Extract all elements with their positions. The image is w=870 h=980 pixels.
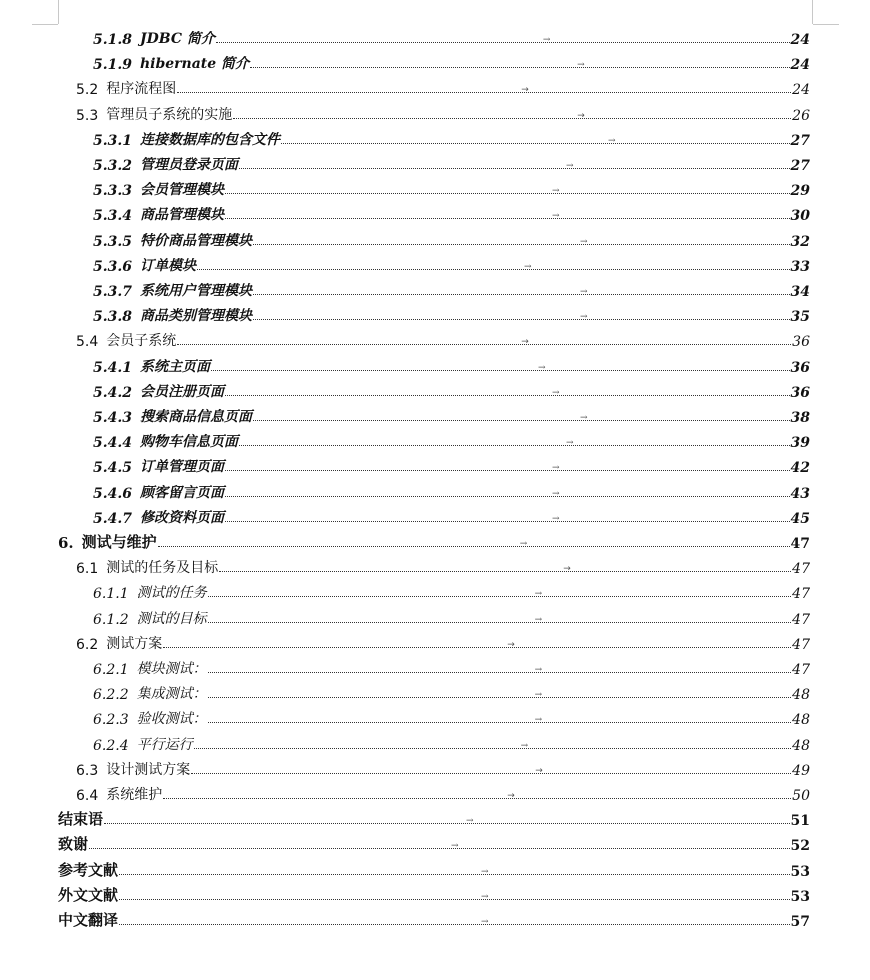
toc-entry-page: 36: [790, 384, 810, 401]
toc-entry-page: 24: [792, 82, 810, 99]
toc-entry-title: 设计测试方案: [106, 761, 191, 778]
toc-entry-title: 测试的目标: [136, 610, 207, 627]
toc-entry[interactable]: [93, 379, 810, 401]
toc-entry[interactable]: [93, 303, 810, 325]
toc-entry[interactable]: [93, 681, 810, 703]
tab-arrow-icon: →: [519, 539, 528, 549]
toc-entry-page: 47: [792, 611, 810, 628]
dot-leader: [239, 438, 790, 449]
toc-entry-number: 6.4: [76, 788, 99, 804]
tab-arrow-icon: →: [520, 740, 529, 751]
toc-entry-page: 52: [790, 838, 810, 855]
toc-entry-page: 48: [792, 687, 810, 704]
toc-entry-number: 5.3: [76, 107, 99, 124]
toc-entry[interactable]: [76, 757, 810, 779]
toc-entry[interactable]: [93, 706, 810, 728]
toc-entry-number: 5.3.5: [93, 233, 132, 250]
toc-entry-number: 6.: [58, 534, 74, 552]
toc-entry-page: 33: [790, 258, 810, 275]
toc-entry-title: 会员子系统: [106, 333, 177, 350]
toc-entry[interactable]: [93, 454, 810, 476]
toc-entry-title: 平行运行: [136, 736, 193, 753]
toc-entry-page: 49: [792, 762, 810, 779]
dot-leader: [250, 60, 789, 71]
toc-entry-title: 测试的任务及目标: [106, 560, 219, 577]
toc-entry-title: 管理员登录页面: [139, 157, 238, 173]
tab-arrow-icon: →: [537, 362, 546, 373]
tab-arrow-icon: →: [551, 513, 560, 524]
dot-leader: [208, 715, 792, 726]
toc-entry-number: 6.2.2: [93, 687, 129, 704]
toc-entry-number: 5.2: [76, 82, 99, 99]
toc-entry-number: 5.4.3: [93, 410, 132, 426]
tab-arrow-icon: →: [579, 413, 588, 423]
toc-entry[interactable]: [58, 807, 810, 829]
tab-arrow-icon: →: [579, 236, 588, 247]
toc-entry[interactable]: [93, 202, 810, 224]
toc-entry[interactable]: [93, 152, 810, 174]
toc-entry-number: 5.3.1: [93, 132, 132, 149]
toc-entry-number: 5.3.8: [93, 309, 132, 326]
toc-entry-title: 特价商品管理模块: [139, 232, 252, 249]
dot-leader: [163, 791, 791, 801]
toc-entry-number: 5.4.2: [93, 384, 132, 401]
toc-entry[interactable]: [76, 782, 810, 804]
toc-entry-number: 6.2.1: [93, 662, 129, 678]
tab-arrow-icon: →: [565, 161, 574, 171]
toc-entry-title: 程序流程图: [106, 81, 177, 98]
toc-entry[interactable]: [93, 177, 810, 199]
toc-entry-title: 顾客留言页面: [139, 484, 224, 501]
toc-entry-title: 外文文献: [58, 885, 119, 904]
toc-entry[interactable]: [93, 228, 810, 250]
toc-entry[interactable]: [93, 656, 810, 678]
dot-leader: [216, 35, 790, 45]
toc-entry-title: 连接数据库的包含文件: [139, 131, 280, 148]
tab-arrow-icon: →: [466, 816, 474, 827]
crop-mark-left-h: [32, 24, 58, 25]
toc-entry-title: 系统用户管理模块: [139, 283, 252, 299]
toc-entry-page: 32: [790, 233, 810, 250]
tab-arrow-icon: →: [481, 917, 489, 927]
dot-leader: [253, 413, 790, 423]
toc-entry-number: 5.3.4: [93, 208, 132, 225]
toc-entry-title: 修改资料页面: [139, 509, 224, 526]
toc-entry-page: 48: [792, 712, 810, 729]
toc-entry-title: 模块测试：: [136, 661, 207, 677]
toc-entry[interactable]: [76, 555, 810, 577]
toc-entry-title: 中文翻译: [58, 911, 119, 929]
tab-arrow-icon: →: [534, 665, 543, 675]
dot-leader: [219, 564, 791, 575]
toc-entry[interactable]: [58, 530, 810, 552]
toc-entry-title: 验收测试：: [136, 711, 207, 728]
tab-arrow-icon: →: [535, 765, 543, 776]
toc-entry[interactable]: [93, 732, 810, 754]
dot-leader: [177, 85, 791, 96]
toc-entry-number: 6.3: [76, 762, 99, 779]
dot-leader: [211, 362, 790, 373]
dot-leader: [281, 135, 790, 146]
toc-entry-title: 商品管理模块: [139, 207, 224, 224]
tab-arrow-icon: →: [451, 841, 459, 852]
tab-arrow-icon: →: [507, 639, 515, 650]
toc-entry-number: 6.2.3: [93, 712, 129, 729]
toc-entry-title: 订单管理页面: [139, 459, 224, 476]
tab-arrow-icon: →: [534, 589, 543, 600]
toc-entry[interactable]: [93, 278, 810, 300]
tab-arrow-icon: →: [481, 866, 489, 877]
toc-entry-page: 48: [792, 737, 810, 754]
dot-leader: [163, 639, 791, 650]
toc-entry-title: 结束语: [58, 810, 104, 829]
toc-entry-title: 订单模块: [139, 257, 196, 274]
tab-arrow-icon: →: [507, 791, 515, 801]
crop-mark-left: [58, 0, 59, 24]
toc-entry-number: 5.3.2: [93, 158, 132, 174]
crop-mark-right: [812, 0, 813, 24]
toc-entry[interactable]: [93, 606, 810, 628]
toc-entry[interactable]: [93, 404, 810, 426]
toc-entry[interactable]: [76, 76, 810, 98]
toc-entry[interactable]: [76, 631, 810, 653]
toc-entry[interactable]: [93, 354, 810, 376]
tab-arrow-icon: →: [521, 337, 529, 348]
toc-entry-title: 集成测试：: [136, 686, 207, 703]
toc-entry-page: 35: [790, 309, 810, 326]
toc-entry-number: 5.3.6: [93, 258, 132, 275]
toc-entry-page: 53: [790, 863, 810, 880]
toc-entry-page: 57: [790, 914, 810, 930]
toc-entry-page: 42: [790, 460, 810, 477]
toc-entry-title: 参考文献: [58, 860, 119, 879]
dot-leader: [239, 161, 790, 171]
dot-leader: [253, 236, 790, 247]
toc-entry-title: 系统维护: [106, 787, 163, 803]
toc-entry-title: JDBC 简介: [139, 31, 215, 47]
toc-entry-page: 47: [792, 586, 810, 603]
dot-leader: [119, 917, 790, 927]
dot-leader: [208, 665, 792, 675]
toc-entry[interactable]: [58, 858, 810, 880]
tab-arrow-icon: →: [521, 85, 529, 96]
dot-leader: [191, 765, 791, 776]
toc-entry-page: 29: [790, 183, 810, 200]
dot-leader: [119, 891, 790, 902]
dot-leader: [194, 740, 792, 751]
toc-entry-page: 24: [790, 57, 810, 74]
toc-entry-page: 27: [790, 158, 810, 174]
dot-leader: [208, 614, 792, 625]
tab-arrow-icon: →: [551, 387, 560, 398]
dot-leader: [158, 539, 790, 549]
toc-entry-page: 24: [790, 32, 810, 48]
toc-entry-number: 5.3.7: [93, 284, 132, 300]
toc-entry[interactable]: [93, 505, 810, 527]
tab-arrow-icon: →: [577, 110, 585, 121]
toc-entry-page: 26: [792, 107, 810, 124]
tab-arrow-icon: →: [523, 261, 532, 272]
dot-leader: [225, 186, 790, 197]
tab-arrow-icon: →: [534, 715, 543, 726]
toc-entry-title: 会员注册页面: [139, 383, 224, 400]
toc-entry[interactable]: [93, 429, 810, 451]
toc-entry-title: 管理员子系统的实施: [106, 106, 233, 123]
toc-entry-page: 39: [790, 435, 810, 452]
dot-leader: [253, 287, 790, 297]
toc-entry-title: 会员管理模块: [139, 182, 224, 199]
tab-arrow-icon: →: [577, 60, 585, 71]
toc-entry-page: 45: [790, 510, 810, 527]
toc-entry-number: 6.2: [76, 636, 99, 653]
toc-entry-title: 系统主页面: [139, 358, 210, 375]
toc-entry-title: 测试与维护: [81, 533, 157, 551]
toc-entry-page: 47: [790, 536, 810, 552]
toc-entry-page: 51: [790, 813, 810, 830]
tab-arrow-icon: →: [551, 488, 560, 499]
tab-arrow-icon: →: [534, 690, 543, 701]
toc-entry-title: 测试方案: [106, 635, 163, 652]
toc-entry-page: 47: [792, 636, 810, 653]
dot-leader: [208, 589, 792, 600]
toc-entry-page: 43: [790, 485, 810, 502]
toc-entry-page: 47: [792, 662, 810, 678]
toc-entry-page: 38: [790, 410, 810, 426]
toc-entry-title: 测试的任务: [136, 585, 207, 602]
tab-arrow-icon: →: [579, 287, 588, 297]
toc-entry-number: 6.1: [76, 561, 99, 578]
toc-entry-number: 5.3.3: [93, 183, 132, 200]
dot-leader: [119, 866, 790, 877]
toc-entry[interactable]: [58, 832, 810, 854]
toc-entry[interactable]: [93, 480, 810, 502]
tab-arrow-icon: →: [551, 186, 560, 197]
dot-leader: [225, 488, 790, 499]
tab-arrow-icon: →: [551, 463, 560, 474]
tab-arrow-icon: →: [542, 35, 551, 45]
toc-entry-page: 34: [790, 284, 810, 300]
dot-leader: [225, 513, 790, 524]
toc-entry-page: 53: [790, 888, 810, 905]
toc-entry-title: 购物车信息页面: [139, 434, 238, 451]
toc-entry-number: 5.4.1: [93, 359, 132, 376]
toc-entry-number: 5.1.9: [93, 57, 132, 74]
toc-entry-title: 致谢: [58, 835, 89, 854]
toc-entry[interactable]: [93, 26, 810, 48]
dot-leader: [225, 211, 790, 222]
toc-entry[interactable]: [93, 580, 810, 602]
tab-arrow-icon: →: [481, 891, 489, 902]
tab-arrow-icon: →: [534, 614, 543, 625]
toc-entry-number: 6.1.1: [93, 586, 129, 603]
toc-entry-number: 6.1.2: [93, 611, 129, 628]
tab-arrow-icon: →: [563, 564, 571, 575]
toc-entry-number: 5.4.6: [93, 485, 132, 502]
tab-arrow-icon: →: [607, 135, 616, 146]
toc-entry[interactable]: [76, 328, 810, 350]
dot-leader: [197, 261, 790, 272]
tab-arrow-icon: →: [551, 211, 560, 222]
toc-entry-page: 47: [792, 561, 810, 578]
dot-leader: [225, 463, 790, 474]
tab-arrow-icon: →: [579, 312, 588, 323]
toc-entry[interactable]: [93, 51, 810, 73]
toc-entry-page: 50: [792, 788, 810, 804]
tab-arrow-icon: →: [565, 438, 574, 449]
toc-entry-number: 6.2.4: [93, 737, 129, 754]
toc-entry-page: 36: [792, 334, 810, 351]
toc-entry-number: 5.4: [76, 334, 99, 351]
toc-entry[interactable]: [58, 883, 810, 905]
toc-entry[interactable]: [93, 127, 810, 149]
toc-entry-page: 36: [790, 359, 810, 376]
toc-entry-page: 30: [790, 208, 810, 225]
dot-leader: [208, 690, 792, 701]
toc-entry[interactable]: [76, 102, 810, 124]
dot-leader: [177, 337, 791, 348]
toc-entry-number: 5.4.5: [93, 460, 132, 477]
dot-leader: [225, 387, 790, 398]
toc-entry[interactable]: [93, 253, 810, 275]
toc-entry-page: 27: [790, 132, 810, 149]
toc-entry-title: 搜索商品信息页面: [139, 409, 252, 425]
toc-entry-number: 5.1.8: [93, 32, 132, 48]
toc-entry-title: hibernate 简介: [139, 56, 250, 73]
dot-leader: [253, 312, 790, 323]
toc-entry-title: 商品类别管理模块: [139, 308, 252, 325]
dot-leader: [89, 841, 790, 852]
toc-entry-number: 5.4.4: [93, 435, 132, 452]
toc-entry-number: 5.4.7: [93, 510, 132, 527]
dot-leader: [233, 110, 791, 121]
dot-leader: [104, 816, 790, 827]
toc-entry[interactable]: [58, 908, 810, 930]
crop-mark-right-h: [813, 24, 839, 25]
